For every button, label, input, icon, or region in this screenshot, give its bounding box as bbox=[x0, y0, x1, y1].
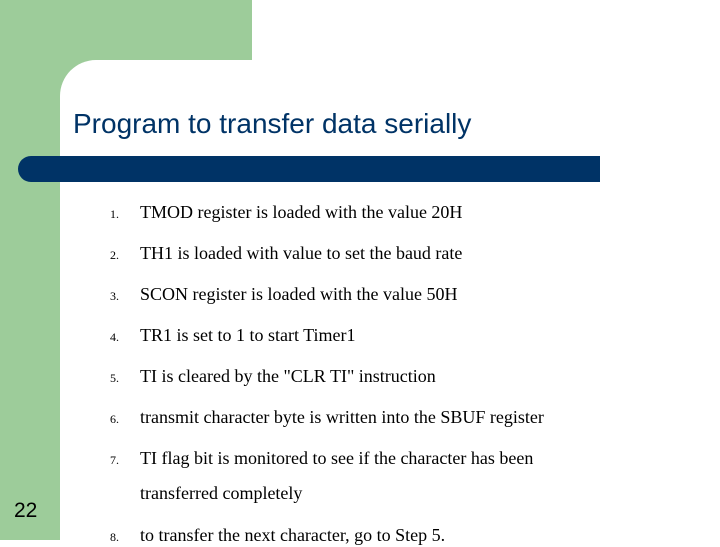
step-number: 3. bbox=[110, 289, 119, 303]
step-text: TI is cleared by the "CLR TI" instruction bbox=[140, 366, 436, 386]
step-number: 2. bbox=[110, 248, 119, 262]
slide-title: Program to transfer data serially bbox=[73, 108, 472, 139]
step-text-continuation: transferred completely bbox=[140, 483, 303, 503]
step-number: 6. bbox=[110, 412, 119, 426]
title-underline-bar bbox=[18, 156, 600, 182]
step-text: TH1 is loaded with value to set the baud rate bbox=[140, 243, 463, 263]
step-number: 5. bbox=[110, 371, 119, 385]
step-number: 1. bbox=[110, 207, 119, 221]
step-text: TR1 is set to 1 to start Timer1 bbox=[140, 325, 356, 345]
step-text: transmit character byte is written into the SBUF register bbox=[140, 407, 544, 427]
step-text: TMOD register is loaded with the value 20H bbox=[140, 202, 463, 222]
slide-page-number: 22 bbox=[14, 499, 38, 522]
step-number: 8. bbox=[110, 530, 119, 544]
step-text: TI flag bit is monitored to see if the character has been bbox=[140, 448, 534, 468]
step-text: to transfer the next character, go to Step 5. bbox=[140, 525, 446, 545]
step-text: SCON register is loaded with the value 50H bbox=[140, 284, 458, 304]
step-number: 7. bbox=[110, 453, 119, 467]
step-number: 4. bbox=[110, 330, 119, 344]
